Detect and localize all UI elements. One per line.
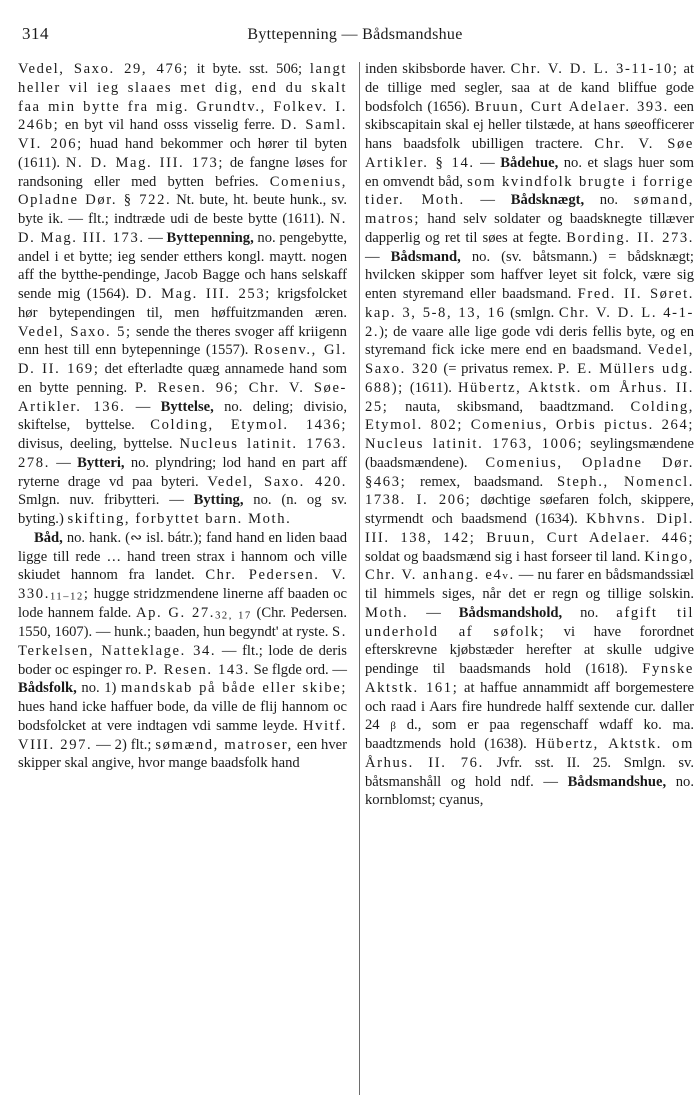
text-columns: [18, 60, 695, 1095]
folio-number: 314: [22, 24, 49, 43]
paragraph: Vedel, Saxo. 29, 476; it byte. sst. 506; langt heller vil ieg slaaes met dig, end du skalt faa min bytte fra mig. Grundtv., Folkev. I. 246b; en byt vil hand osss visselig ferre. D. Saml. VI. 206; huad hand bekommer och hører til byten (1611). N. D. Mag. III. 173; de fangne løses for randsoning eller med bytten befries. Comenius, Opladne Dør. § 722. Nt. bute, ht. beute hunk., sv. byte ik. — flt.; indtræde udi de beste bytte (1611). N. D. Mag. III. 173. — Byttepenning, no. pengebytte, andel i et bytte; ieg sender etthers kongl. maytt. nogen aff the bytthe-pendinge, Jacob Bagge och hans selskaff sende mig (1564). D. Mag. III. 253; krigsfolcket hør bytependingen til, men høffuitzmanden æren. Vedel, Saxo. 5; sende the theres svoger aff kriigenn enn hest till enn bytepenninge (1557). Rosenv., Gl. D. II. 169; det efterladte quæg annamede hand som en bytte penning. P. Resen. 96; Chr. V. Søe-Artikler. 136. — Byttelse, no. deling; divisio, skiftelse, byttelse. Colding, Etymol. 1436; divisus, deeling, byttelse. Nucleus latinit. 1763. 278. — Bytteri, no. plyndring; lod hand en part aff ryterne drage vd paa byteri. Vedel, Saxo. 420. Smlgn. nuv. fribytteri. — Bytting, no. (n. og sv. byting.) skifting, forbyttet barn. Moth.: [18, 61, 348, 527]
column-right: [365, 60, 694, 1095]
paragraph: Båd, no. hank. (∾ isl. bátr.); fand hand en liden baad ligge till rede … hand treen strax i hannom och ville skiudet hannom fra landet. Chr. Pedersen. V. 330.11–12; hugge stridzmendene linerne aff baaden oc lode hannem falde. Ap. G. 27.32, 17 (Chr. Pedersen. 1550, 1607). — hunk.; baaden, hun begyndt' at ryste. S. Terkelsen, Natteklage. 34. — flt.; lode de deris boder oc espinger ro. P. Resen. 143. Se flgde ord. — Bådsfolk, no. 1) mandskab på både eller skibe; hues hand icke haffuer bode, da ville de flij hannom oc bodsfolcket at vere indtagen vdi samme leyde. Hvitf. VIII. 297. — 2) flt.; sømænd, matroser, een hver skipper skal angive, hvor mange baadsfolk hand: [18, 529, 347, 772]
page-header: [22, 24, 678, 46]
running-title: Byttepenning — Bådsmandshue: [247, 26, 463, 43]
column-divider: [359, 62, 360, 1095]
paragraph: inden skibsborde haver. Chr. V. D. L. 3-11-10; at de tillige med segler, saa at de kand bliffue gode bodsfolch (1656). Bruun, Curt Adelaer. 393. een skibscapitain skal ej heller tilstæde, at hans søeofficerer hans baadsfolk ubilligen tractere. Chr. V. Søe Artikler. § 14. — Bådehue, no. et slags huer som en omvendt båd, som kvindfolk brugte i forrige tider. Moth. — Bådsknægt, no. sømand, matros; hand selv soldater og baadsknegte tillæver dapperlig og ret til søes at fegte. Bording. II. 273. — Bådsmand, no. (sv. båtsmann.) = bådsknægt; hvilcken skipper som haffver leyet sit folck, være sig enten styremand eller baadsmand. Fred. II. Søret. kap. 3, 5-8, 13, 16 (smlgn. Chr. V. D. L. 4-1-2.); de vaare alle lige gode vdi deris fellis byte, og en styremand fick icke mere end en baadsmand. Vedel, Saxo. 320 (= privatus remex. P. E. Müllers udg. 688); (1611). Hübertz, Aktstk. om Århus. II. 25; nauta, skibsmand, baadtzmand. Colding, Etymol. 802; Comenius, Orbis pictus. 264; Nucleus latinit. 1763, 1006; seylingsmændene (baadsmændene). Comenius, Opladne Dør. §463; remex, baadsmand. Steph., Nomencl. 1738. I. 206; døchtige søefaren folch, skippere, styrmendt och baadsmend (1634). Kbhvns. Dipl. III. 138, 142; Bruun, Curt Adelaer. 446; soldat og baadsmænd sig i hast forseer til land. Kingo, Chr. V. anhang. e4v. — nu farer en bådsmandssiæl til himmels siges, når det er regn og tillige solskin. Moth. — Bådsmandshold, no. afgift til underhold af søfolk; vi have forordnet efterskrevne kjøbstæder herefter at skulle udgive pendinge til baadsmands hold (1618). Fynske Aktstk. 161; at haffue annammidt aff borgemestere och raad i Aars fire hundrede halff sextende cur. daller 24 β d., som er paa regenschaff wdaff ko. ma. baadtzmends hold (1638). Hübertz, Aktstk. om Århus. II. 76. Jvfr. sst. II. 25. Smlgn. sv. båtsmanshåll og hold ndf. — Bådsmandshue, no. kornblomst; cyanus,: [365, 61, 695, 809]
column-left: [18, 60, 347, 1095]
